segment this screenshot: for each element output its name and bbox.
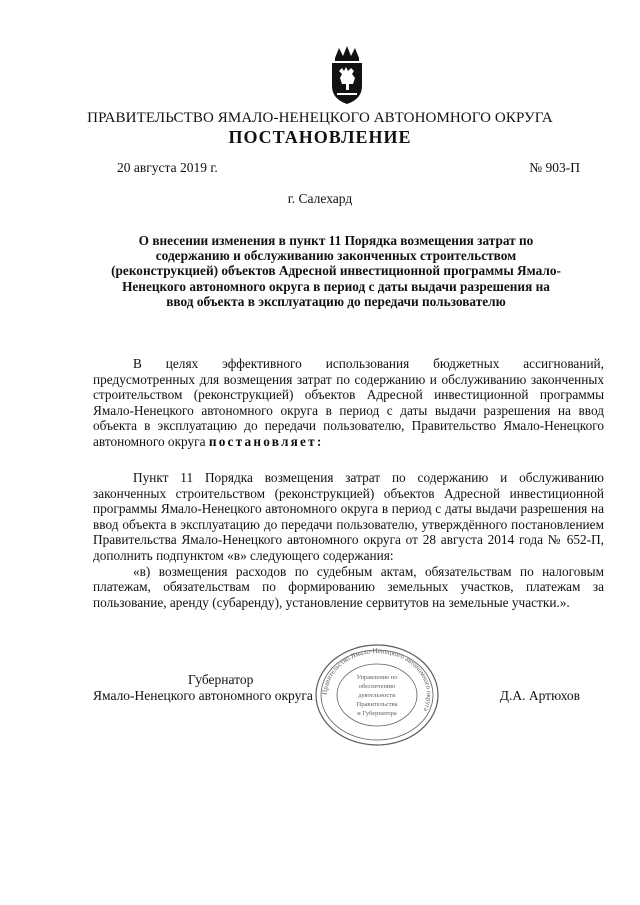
stamp-line-2: обеспечению (358, 683, 396, 690)
stamp-ring-text: Правительство Ямало-Ненецкого автономного округа (320, 646, 434, 713)
signer-name: Д.А. Артюхов (499, 688, 580, 703)
stamp-line-1: Управление по (356, 674, 398, 681)
document-heading: О внесении изменения в пункт 11 Порядка возмещения затрат по содержанию и обслуживанию законченных строительством (реконструкцией) объектов Адресной инвестиционной программы Ямало-Ненецкого автономного округа в период с даты выдачи разрешения на ввод объекта в эксплуатацию до передачи пользователю (111, 233, 561, 309)
document-kind: ПОСТАНОВЛЕНИЕ (228, 127, 412, 147)
stamp-line-3: деятельности (358, 692, 396, 699)
paragraph-amendment (93, 470, 604, 610)
signer-position-line1: Губернатор (188, 672, 254, 687)
stamp-line-5: и Губернатора (357, 710, 397, 717)
stamp-line-4: Правительства (356, 701, 398, 708)
document-city: г. Салехард (287, 191, 353, 206)
document-number: № 903-П (529, 160, 580, 175)
preamble-text: В целях эффективного использования бюджетных ассигнований, предусмотренных для возмещения затрат по содержанию и обслуживанию законченных строительством (реконструкцией) объектов Адресной инвестиционной программы Ямало-Ненецкого автономного округа в период с даты выдачи разрешения на ввод объекта в эксплуатацию до передачи пользователю, Правительство Ямало-Ненецкого автономного округа (93, 356, 604, 449)
amendment-text: Пункт 11 Порядка возмещения затрат по содержанию и обслуживанию законченных строительством (реконструкцией) объектов Адресной инвестиционной программы Ямало-Ненецкого автономного округа в период с даты выдачи разрешения на ввод объекта в эксплуатацию до передачи пользователю, утверждённого постановлением Правительства Ямало-Ненецкого автономного округа от 28 августа 2014 года № 652-П, дополнить подпунктом «в» следующего содержания: (93, 470, 604, 563)
signer-position-line2: Ямало-Ненецкого автономного округа (93, 688, 313, 703)
amendment-quote: «в) возмещения расходов по судебным актам, обязательствам по налоговым платежам, обязательствам по формированию земельных участков, платежам за пользование, аренду (субаренду), установление сервитутов на земельные участки.». (93, 563, 604, 610)
document-date: 20 августа 2019 г. (117, 160, 218, 175)
decree-word: постановляет: (208, 433, 324, 449)
government-title: ПРАВИТЕЛЬСТВО ЯМАЛО-НЕНЕЦКОГО АВТОНОМНОГО ОКРУГА (87, 110, 553, 126)
coat-of-arms-icon (325, 44, 369, 106)
official-stamp (313, 643, 441, 747)
paragraph-preamble (93, 356, 604, 450)
